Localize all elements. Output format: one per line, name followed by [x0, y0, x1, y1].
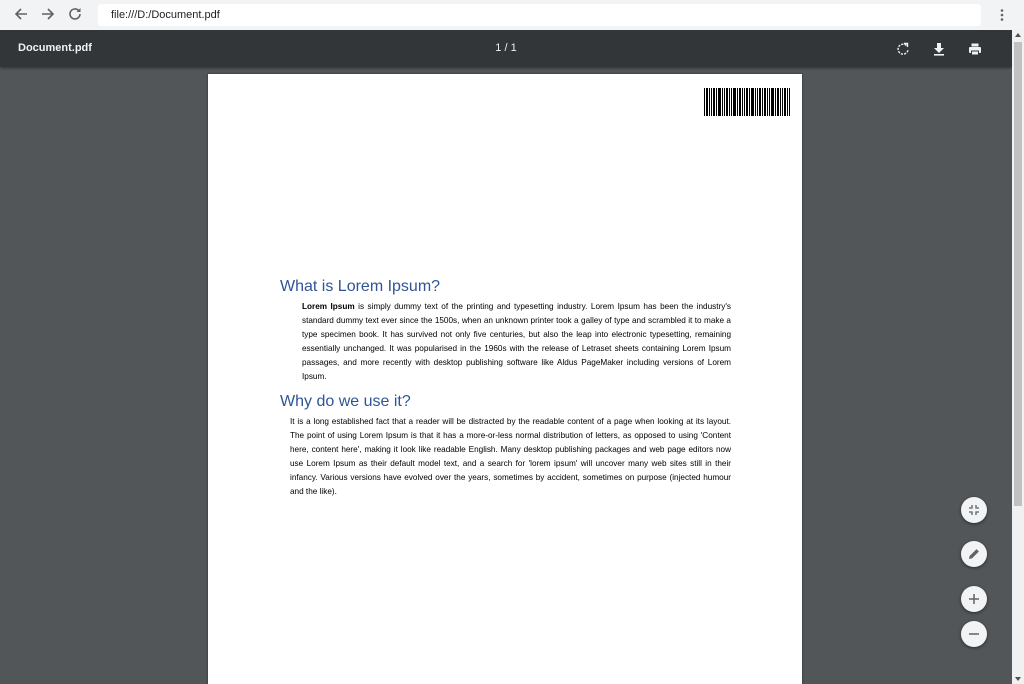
zoom-in-button[interactable]: [961, 586, 987, 612]
browser-menu-button[interactable]: [994, 4, 1010, 26]
rotate-button[interactable]: [893, 39, 913, 59]
bold-lead: Lorem Ipsum: [302, 302, 355, 311]
section-body-what-text: is simply dummy text of the printing and typesetting industry. Lorem Ipsum has been the industry's standard dummy text ever since the 1500s, when an unknown printer took a galley of type and scrambled it to make a type specimen book. It has survived not only five centuries, but also the leap into electronic typesetting, remaining essentially unchanged. It was popularised in the 1960s with the release of Letraset sheets containing Lorem Ipsum passages, and more recently with desktop publishing software like Aldus PageMaker including versions of Lorem Ipsum.: [302, 302, 731, 381]
download-icon: [932, 42, 946, 56]
back-button[interactable]: [11, 4, 31, 24]
triangle-down-icon: [1015, 677, 1021, 681]
url-text: file:///D:/Document.pdf: [111, 9, 220, 21]
reload-button[interactable]: [65, 4, 85, 24]
annotate-button[interactable]: [961, 541, 987, 567]
vertical-scrollbar[interactable]: [1012, 30, 1024, 684]
pdf-page: [208, 74, 802, 684]
section-heading-what: What is Lorem Ipsum?: [280, 278, 441, 295]
pdf-toolbar: [0, 30, 1012, 67]
scroll-thumb[interactable]: [1014, 42, 1022, 506]
pdf-viewer: [0, 30, 1012, 684]
browser-toolbar: [0, 0, 1024, 30]
reload-icon: [68, 7, 82, 21]
address-bar[interactable]: [98, 4, 981, 26]
section-body-why: It is a long established fact that a reader will be distracted by the readable content of a page when looking at its layout. The point of using Lorem Ipsum is that it has a more-or-less normal distribution of letters, as opposed to using 'Content here, content here', making it look like readable English. Many desktop publishing packages and web page editors now use Lorem Ipsum as their default model text, and a search for 'lorem ipsum' will uncover many web sites still in their infancy. Various versions have evolved over the years, sometimes by accident, sometimes on purpose (injected humour and the like).: [290, 417, 731, 496]
arrow-left-icon: [14, 7, 28, 21]
scroll-down-button[interactable]: [1012, 674, 1024, 684]
print-button[interactable]: [965, 39, 985, 59]
page-indicator: 1 / 1: [495, 42, 517, 54]
forward-button[interactable]: [38, 4, 58, 24]
arrow-right-icon: [41, 7, 55, 21]
zoom-in-icon: [968, 593, 980, 605]
kebab-menu-icon: [1000, 9, 1004, 21]
rotate-icon: [896, 42, 910, 56]
print-icon: [968, 42, 982, 56]
triangle-up-icon: [1015, 33, 1021, 37]
fit-page-icon: [968, 504, 980, 516]
file-name: Document.pdf: [18, 42, 92, 54]
pencil-icon: [968, 548, 980, 560]
zoom-out-icon: [968, 628, 980, 640]
section-heading-why: Why do we use it?: [280, 393, 411, 410]
scroll-up-button[interactable]: [1012, 30, 1024, 40]
fit-page-button[interactable]: [961, 497, 987, 523]
barcode-image: [704, 88, 790, 116]
download-button[interactable]: [929, 39, 949, 59]
zoom-out-button[interactable]: [961, 621, 987, 647]
section-body-what: [302, 300, 731, 383]
